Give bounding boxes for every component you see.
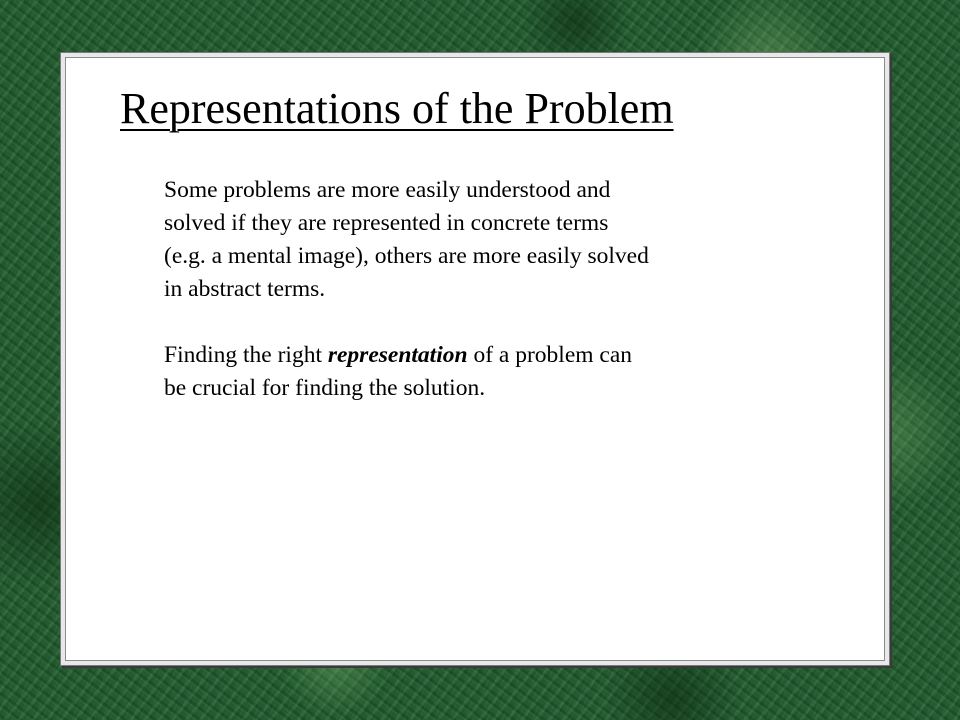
emphasized-term-representation: representation [327, 342, 468, 368]
paragraph2-line-2: be crucial for finding the solution. [164, 375, 486, 401]
paragraph1-line-3: (e.g. a mental image), others are more easily solved [164, 243, 649, 269]
slide-title: Representations of the Problem [120, 84, 674, 133]
paragraph1-line-4: in abstract terms. [164, 276, 326, 302]
paragraph2-lead-text: Finding the right [164, 342, 328, 368]
slide-frame [60, 52, 890, 666]
paragraph1-line-2: solved if they are represented in concrete terms [164, 210, 609, 236]
slide-content-area [65, 57, 885, 661]
paragraph-right-representation [164, 339, 804, 405]
slide-body [164, 174, 804, 438]
paragraph-concrete-vs-abstract [164, 174, 804, 306]
paragraph2-line1-tail: of a problem can [467, 342, 633, 368]
paragraph1-line-1: Some problems are more easily understood and [164, 177, 611, 203]
